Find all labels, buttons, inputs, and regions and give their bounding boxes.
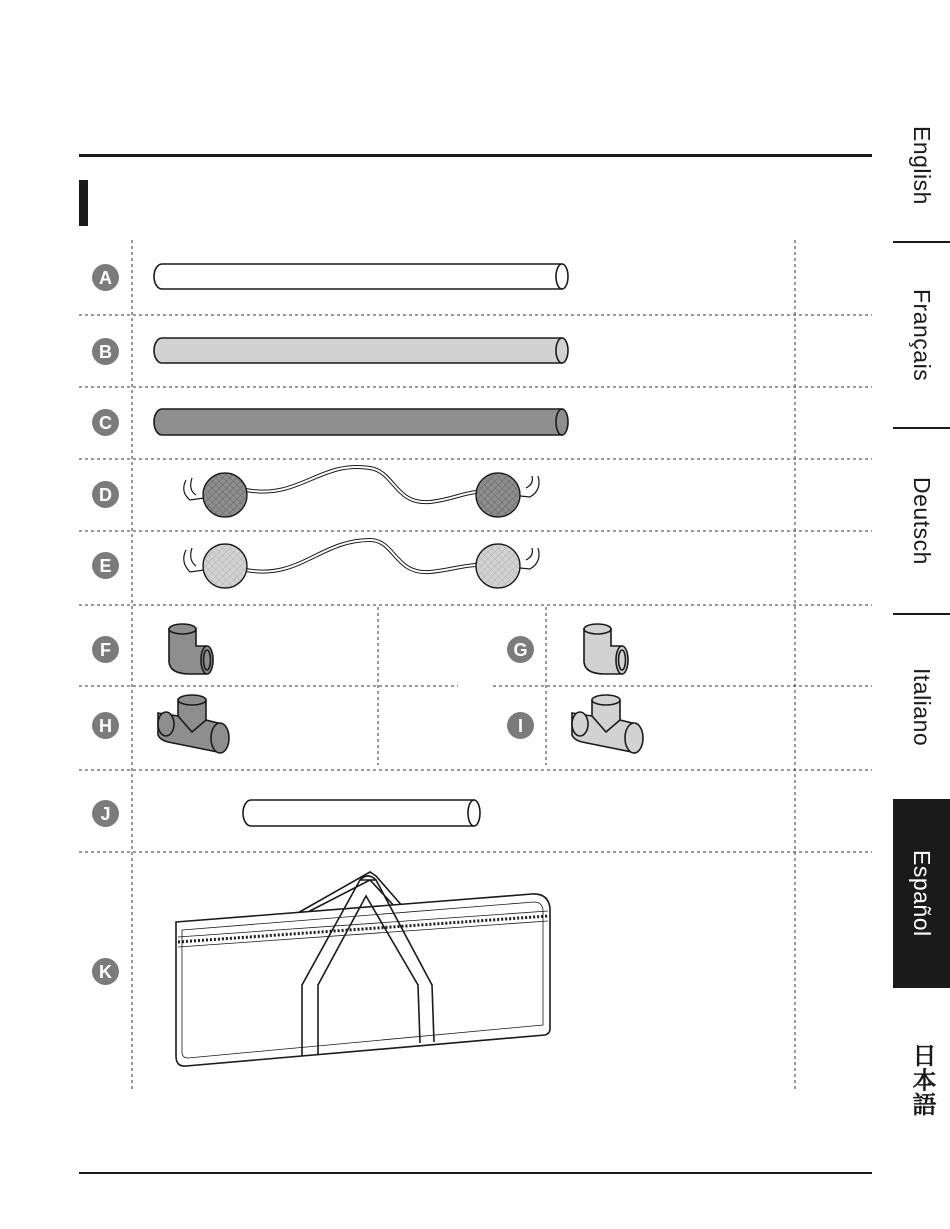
part-d-illustration (184, 467, 539, 517)
part-j-illustration (243, 800, 480, 826)
language-tab-deutsch[interactable] (893, 429, 950, 613)
language-tab-italiano[interactable] (893, 615, 950, 799)
language-tab-francais[interactable] (893, 243, 950, 427)
language-tab-label: 日本語 (908, 1043, 935, 1117)
part-b-illustration (154, 338, 568, 363)
language-tab-label: Italiano (909, 667, 935, 747)
part-badge-e: E (92, 552, 119, 579)
part-c-illustration (154, 409, 568, 435)
language-tab-japanese[interactable] (893, 990, 950, 1170)
part-badge-k: K (92, 958, 119, 985)
part-badge-h: H (92, 712, 119, 739)
part-badge-i: I (507, 712, 534, 739)
part-e-illustration (184, 540, 539, 588)
language-tab-label: Deutsch (909, 477, 935, 565)
language-tab-label: Español (909, 850, 935, 937)
language-tab-english[interactable] (893, 90, 950, 240)
part-badge-b: B (92, 338, 119, 365)
part-a-illustration (154, 264, 568, 289)
language-tab-label: English (909, 125, 935, 205)
part-badge-a: A (92, 264, 119, 291)
part-g-illustration (584, 624, 628, 674)
part-k-illustration (176, 872, 550, 1066)
part-badge-j: J (92, 800, 119, 827)
language-tab-label: Français (909, 288, 935, 382)
part-f-illustration (169, 624, 213, 674)
part-i-illustration (572, 695, 643, 753)
part-badge-f: F (92, 636, 119, 663)
language-tab-espanol[interactable] (893, 799, 950, 988)
part-h-illustration (158, 695, 229, 753)
part-badge-d: D (92, 481, 119, 508)
part-badge-c: C (92, 409, 119, 436)
part-badge-g: G (507, 636, 534, 663)
